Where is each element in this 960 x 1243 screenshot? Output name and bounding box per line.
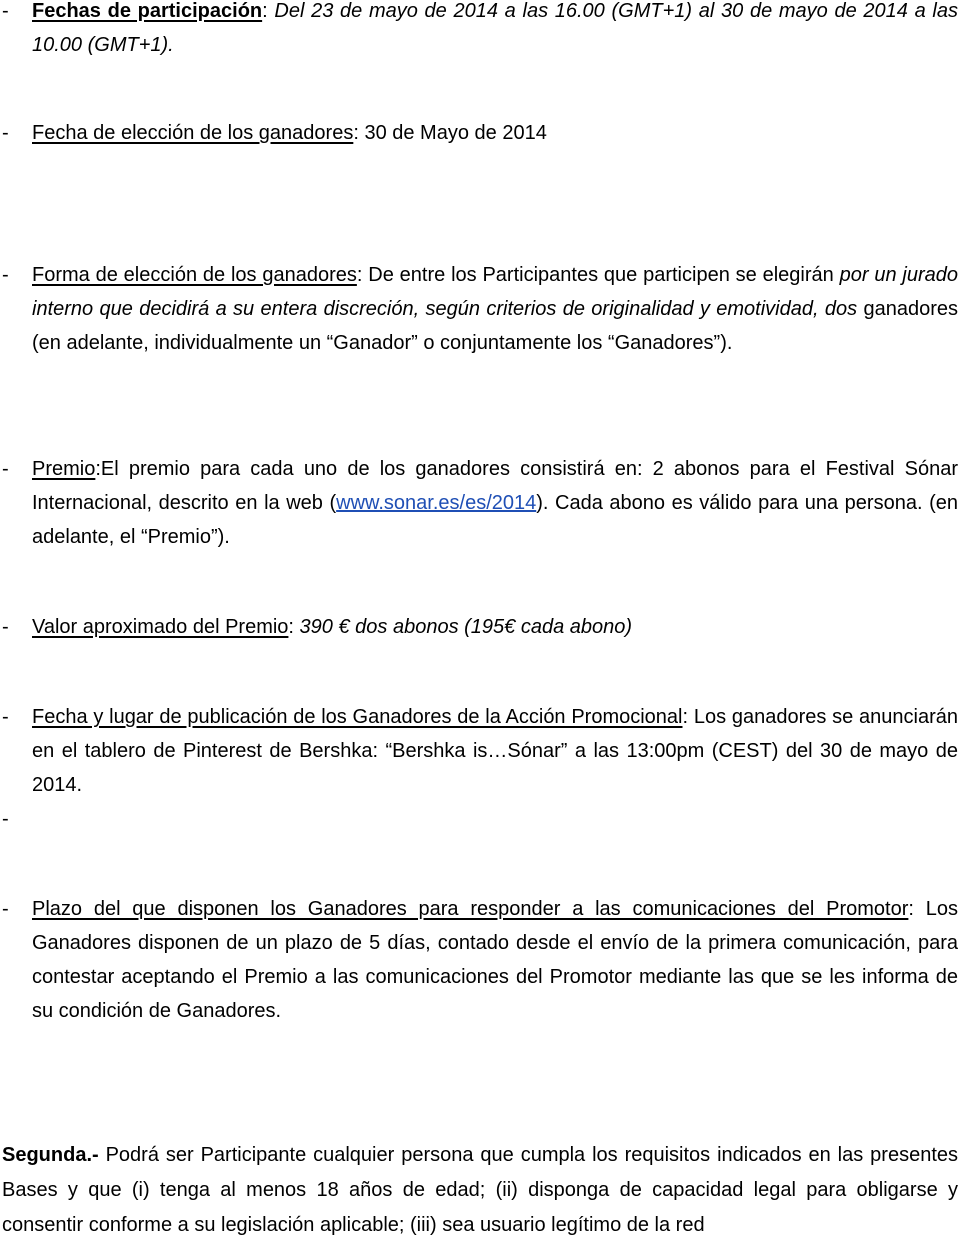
item-body: De entre los Participantes que participen se elegirán — [362, 264, 840, 286]
item-label: Fecha de elección de los ganadores — [32, 122, 354, 144]
list-item-forma-eleccion — [0, 258, 958, 360]
list-item-text — [32, 0, 958, 62]
list-item-text — [32, 700, 958, 802]
item-body-italic: por un jurado interno que decidirá a su entera discreción, según criterios de originalidad y emotividad, dos — [32, 264, 958, 320]
item-label: Valor aproximado del Premio — [32, 616, 289, 638]
list-item-text — [32, 258, 958, 360]
item-label: Fecha y lugar de publicación de los Ganadores de la Acción Promocional — [32, 706, 683, 728]
list-dash: - — [2, 808, 9, 830]
item-body: Los Ganadores disponen de un plazo de 5 días, contado desde el envío de la primera comunicación, para contestar aceptando el Premio a las comunicaciones del Promotor mediante las que se les informa de su condición de Ganadores. — [32, 898, 958, 1022]
list-dash: - — [2, 458, 9, 480]
item-label: Fechas de participación — [32, 0, 263, 22]
item-label: Plazo del que disponen los Ganadores para responder a las comunicaciones del Promotor — [32, 898, 909, 920]
list-dash: - — [2, 706, 9, 728]
item-separator: : — [288, 616, 294, 638]
list-item-text — [32, 452, 958, 554]
list-item-valor-aproximado — [0, 610, 958, 644]
item-body: Del 23 de mayo de 2014 a las 16.00 (GMT+1) al 30 de mayo de 2014 a las 10.00 (GMT+1). — [32, 0, 958, 56]
item-separator: : — [95, 458, 101, 480]
item-separator: : — [356, 264, 363, 286]
list-item-premio — [0, 452, 958, 554]
clause-body: Podrá ser Participante cualquier persona que cumpla los requisitos indicados en las presentes Bases y que (i) tenga al menos 18 años de edad; (ii) disponga de capacidad legal para obligarse y consentir conforme a su legislación aplicable; (iii) sea usuario legítimo de la red — [2, 1144, 958, 1236]
item-body-italic: 390 € dos abonos (195€ cada abono) — [293, 616, 633, 638]
list-item-plazo — [0, 892, 958, 1028]
sonar-web-link[interactable]: www.sonar.es/es/2014 — [336, 492, 537, 514]
clause-segunda — [2, 1138, 958, 1243]
item-label: Forma de elección de los ganadores — [32, 264, 357, 286]
list-dash: - — [2, 122, 9, 144]
item-body: 30 de Mayo de 2014 — [358, 122, 547, 144]
list-item-text — [32, 892, 958, 1028]
list-dash: - — [2, 898, 9, 920]
list-item-fecha-eleccion — [0, 116, 958, 150]
item-label: Premio — [32, 458, 96, 480]
item-body: El premio para cada uno de los ganadores consistirá en: 2 abonos para el Festival Sónar Internacional, descrito en la web ( — [32, 458, 958, 514]
item-separator: : — [682, 706, 689, 728]
list-item-fecha-lugar-publicacion — [0, 700, 958, 802]
list-dash: - — [2, 616, 9, 638]
list-dash: - — [2, 0, 9, 22]
list-item-fechas-participacion — [0, 0, 958, 62]
item-body: Los ganadores se anunciarán en el tablero de Pinterest de Bershka: “Bershka is…Sónar” a las 13:00pm (CEST) del 30 de mayo de 2014. — [32, 706, 958, 796]
clause-label: Segunda.- — [2, 1144, 99, 1166]
item-body-end: ganadores (en adelante, individualmente un “Ganador” o conjuntamente los “Ganadores”). — [32, 298, 959, 354]
item-separator: : — [262, 0, 268, 22]
item-separator: : — [908, 898, 914, 920]
list-item-text — [32, 610, 958, 644]
list-dash: - — [2, 264, 9, 286]
item-separator: : — [353, 122, 359, 144]
item-body-end: ). Cada abono es válido para una persona. (en adelante, el “Premio”). — [32, 492, 958, 548]
list-item-text — [32, 116, 958, 150]
